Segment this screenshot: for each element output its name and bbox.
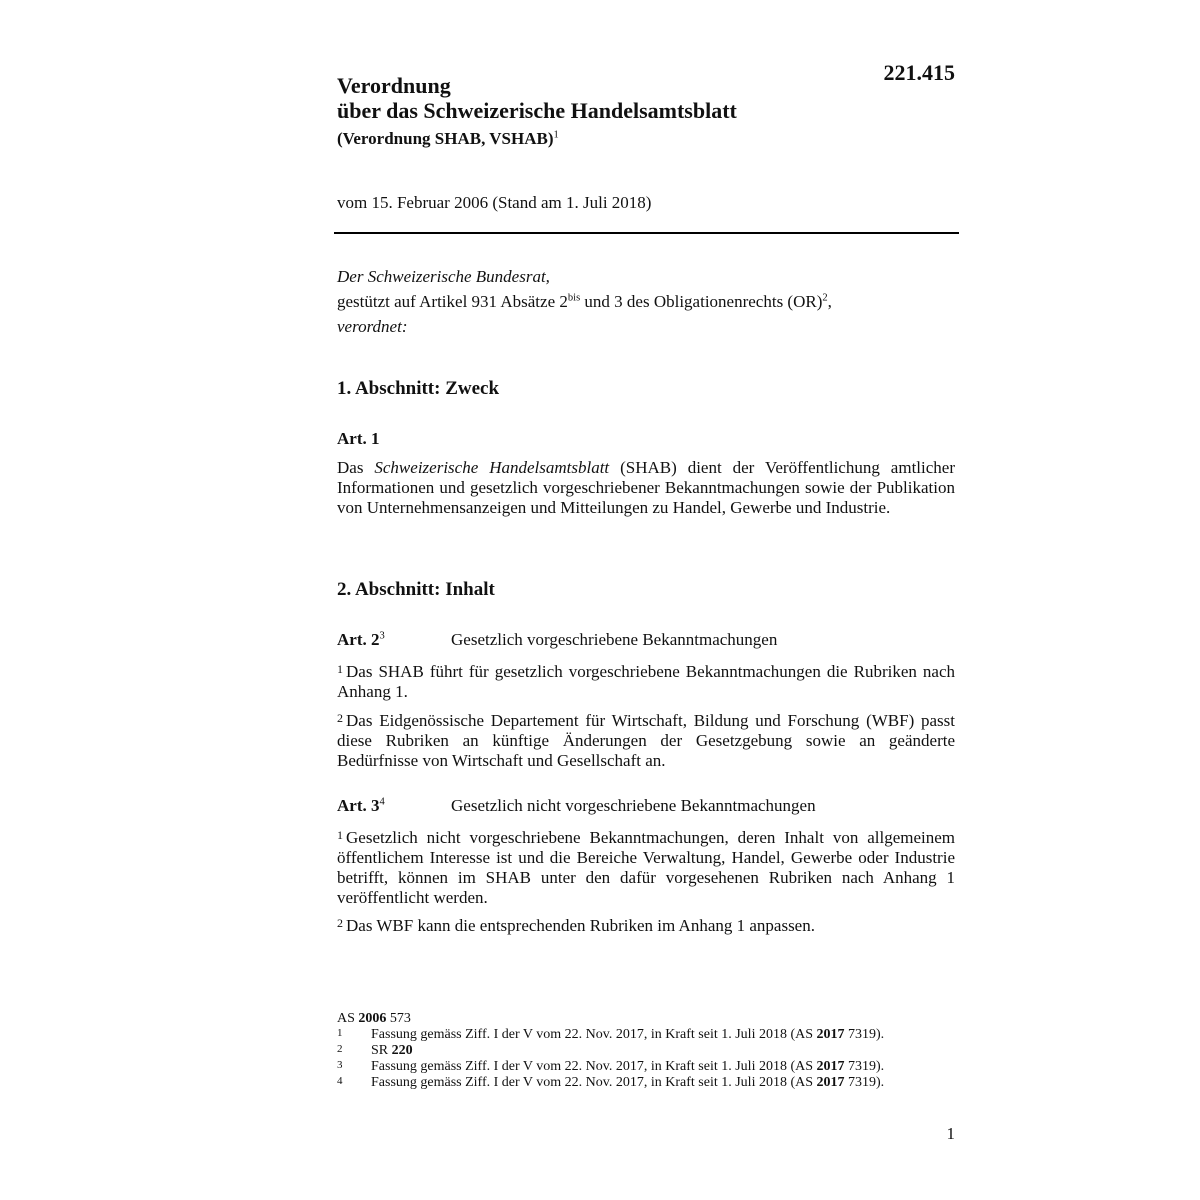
footnote-ref-2[interactable]: 2 [822,292,828,304]
footnote-4: 4 Fassung gemäss Ziff. I der V vom 22. Nov. 2017, in Kraft seit 1. Juli 2018 (AS 2017 7319). [337,1075,885,1090]
official-collection-ref: AS 2006 573 [337,1011,411,1026]
section-2-heading: 2. Abschnitt: Inhalt [337,579,495,600]
divider [334,232,959,234]
art-1-label: Art. 1 [337,429,380,448]
authority: Der Schweizerische Bundesrat, [337,267,550,286]
footnote-3: 3 Fassung gemäss Ziff. I der V vom 22. Nov. 2017, in Kraft seit 1. Juli 2018 (AS 2017 7319). [337,1059,885,1074]
legal-basis: gestützt auf Artikel 931 Absätze $2^{bis}$ und 3 des Obligationenrechts (OR)$^2$, [337,292,832,311]
preamble [337,264,957,339]
document-title [337,73,837,151]
art-3-label: Art. 3 [337,796,380,815]
art-1-text: Das Schweizerische Handelsamtsblatt (SHAB) dient der Veröffentlichung amtlicher Informationen und gesetzlich vorgeschriebener Bekanntmachungen sowie der Publikation von Unternehmensanzeigen und Mitteilungen zu Handel, Gewerbe und Industrie. [337,458,955,517]
title-line-1: Verordnung [337,73,451,98]
art-3-paragraph-2: $^2$ Das WBF kann die entsprechenden Rubriken im Anhang 1 anpassen. [337,916,815,935]
footnote-ref-3[interactable]: 3 [379,630,385,642]
art-2-label: Art. 2 [337,630,380,649]
art-2-paragraph-2: $^2$ Das Eidgenössische Departement für Wirtschaft, Bildung und Forschung (WBF) passt diese Rubriken an künftige Änderungen der Gesetzgebung sowie an geänderte Bedürfnisse von Wirtschaft und Gesellschaft an. [337,711,955,770]
art-2-heading [337,630,777,650]
shab-name: Schweizerische Handelsamtsblatt [374,458,610,477]
art-2-paragraph-1: $^1$ Das SHAB führt für gesetzlich vorgeschriebene Bekanntmachungen die Rubriken nach Anhang 1. [337,662,955,701]
art-3-paragraph-1: $^1$ Gesetzlich nicht vorgeschriebene Bekanntmachungen, deren Inhalt von allgemeinem öffentlichem Interesse ist und die Bereiche Verwaltung, Handel, Gewerbe oder Industrie betrifft, können im SHAB unter den dafür vorgesehenen Rubriken nach Anhang 1 veröffentlicht werden. [337,828,955,907]
decree: verordnet: [337,317,408,336]
footnote-ref-4[interactable]: 4 [379,796,385,808]
footnote-ref-1[interactable]: 1 [553,129,559,141]
sr-number: 221.415 [883,60,955,85]
section-1-heading: 1. Abschnitt: Zweck [337,378,500,399]
subtitle [337,127,837,151]
art-3-title: Gesetzlich nicht vorgeschriebene Bekanntmachungen [451,796,816,815]
enactment-date: vom 15. Februar 2006 (Stand am 1. Juli 2018) [337,193,652,212]
art-2-title: Gesetzlich vorgeschriebene Bekanntmachungen [451,630,778,649]
title-line-2: über das Schweizerische Handelsamtsblatt [337,98,737,123]
subtitle-text: (Verordnung SHAB, VSHAB) [337,129,554,148]
art-3-heading [337,796,816,816]
footnote-2: 2 SR 220 [337,1043,413,1058]
footnotes [337,1011,957,1091]
footnote-1: 1 Fassung gemäss Ziff. I der V vom 22. Nov. 2017, in Kraft seit 1. Juli 2018 (AS 2017 7319). [337,1027,885,1042]
page-number: 1 [946,1124,955,1143]
